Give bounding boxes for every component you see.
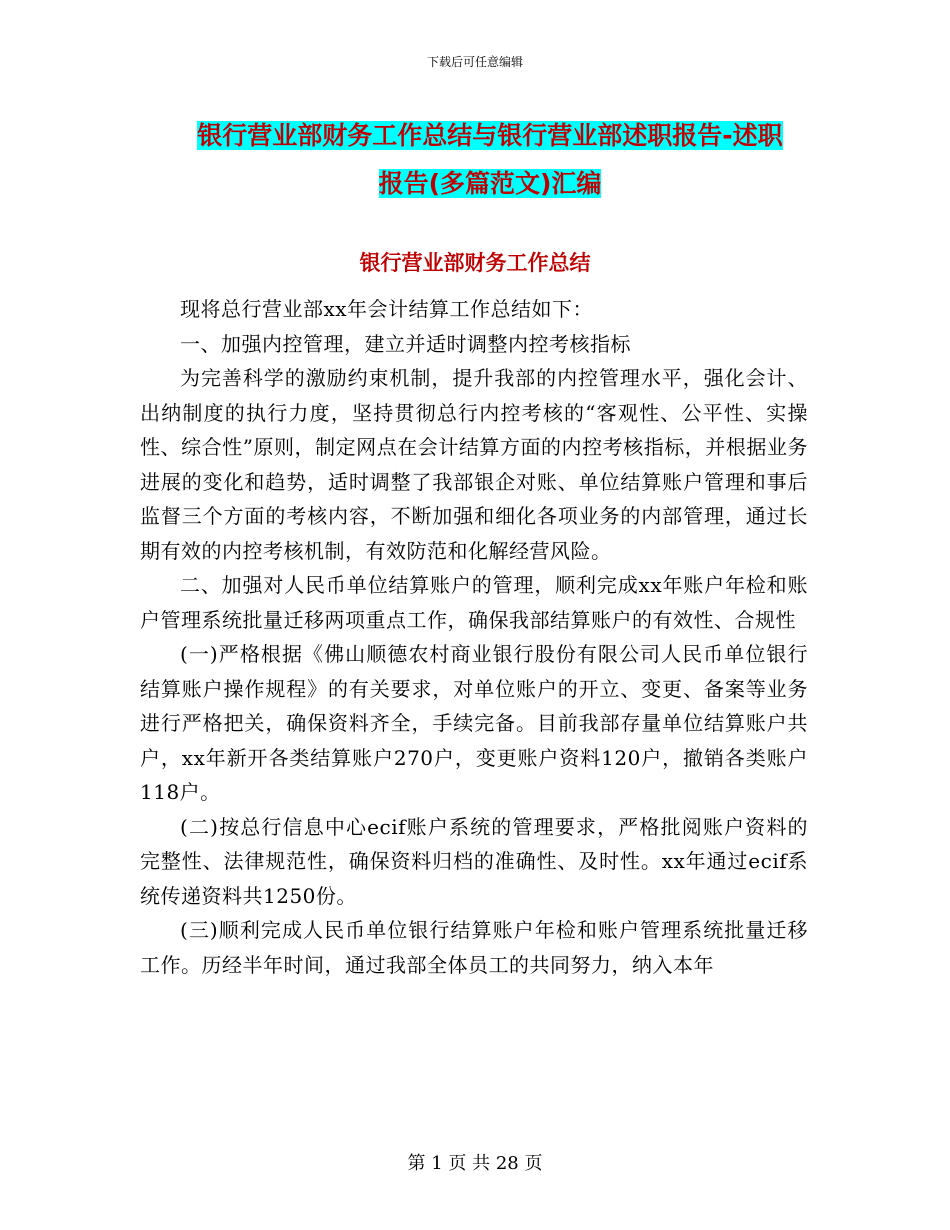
paragraph: (三)顺利完成人民币单位银行结算账户年检和账户管理系统批量迁移工作。历经半年时间，通过我部全体员工的共同努力，纳入本年 bbox=[140, 918, 808, 977]
paragraph: 二、加强对人民币单位结算账户的管理，顺利完成xx年账户年检和账户管理系统批量迁移两项重点工作，确保我部结算账户的有效性、合规性 bbox=[140, 573, 808, 632]
paragraph: 一、加强内控管理，建立并适时调整内控考核指标 bbox=[180, 331, 631, 356]
document-title-line-2: 报告(多篇范文)汇编 bbox=[378, 169, 602, 198]
document-title-line-1: 银行营业部财务工作总结与银行营业部述职报告-述职 bbox=[197, 121, 783, 150]
header-note: 下载后可任意编辑 bbox=[426, 55, 523, 69]
paragraph: (二)按总行信息中心ecif账户系统的管理要求，严格批阅账户资料的完整性、法律规范性，确保资料归档的准确性、及时性。xx年通过ecif系统传递资料共1250份。 bbox=[140, 814, 808, 908]
paragraph: 为完善科学的激励约束机制，提升我部的内控管理水平，强化会计、出纳制度的执行力度，坚持贯彻总行内控考核的“客观性、公平性、实操性、综合性”原则，制定网点在会计结算方面的内控考核指标，并根据业务进展的变化和趋势，适时调整了我部银企对账、单位结算账户管理和事后监督三个方面的考核内容，不断加强和细化各项业务的内部管理，通过长期有效的内控考核机制，有效防范和化解经营风险。 bbox=[140, 366, 808, 563]
section-title: 银行营业部财务工作总结 bbox=[359, 251, 591, 275]
document-title bbox=[140, 112, 840, 208]
page-footer: 第 1 页 共 28 页 bbox=[407, 1153, 543, 1174]
paragraph: (一)严格根据《佛山顺德农村商业银行股份有限公司人民币单位银行结算账户操作规程》的有关要求，对单位账户的开立、变更、备案等业务进行严格把关，确保资料齐全，手续完备。目前我部存量单位结算账户共户，xx年新开各类结算账户270户，变更账户资料120户，撤销各类账户118户。 bbox=[140, 642, 808, 804]
paragraph: 现将总行营业部xx年会计结算工作总结如下： bbox=[180, 297, 594, 321]
document-body bbox=[140, 292, 808, 982]
